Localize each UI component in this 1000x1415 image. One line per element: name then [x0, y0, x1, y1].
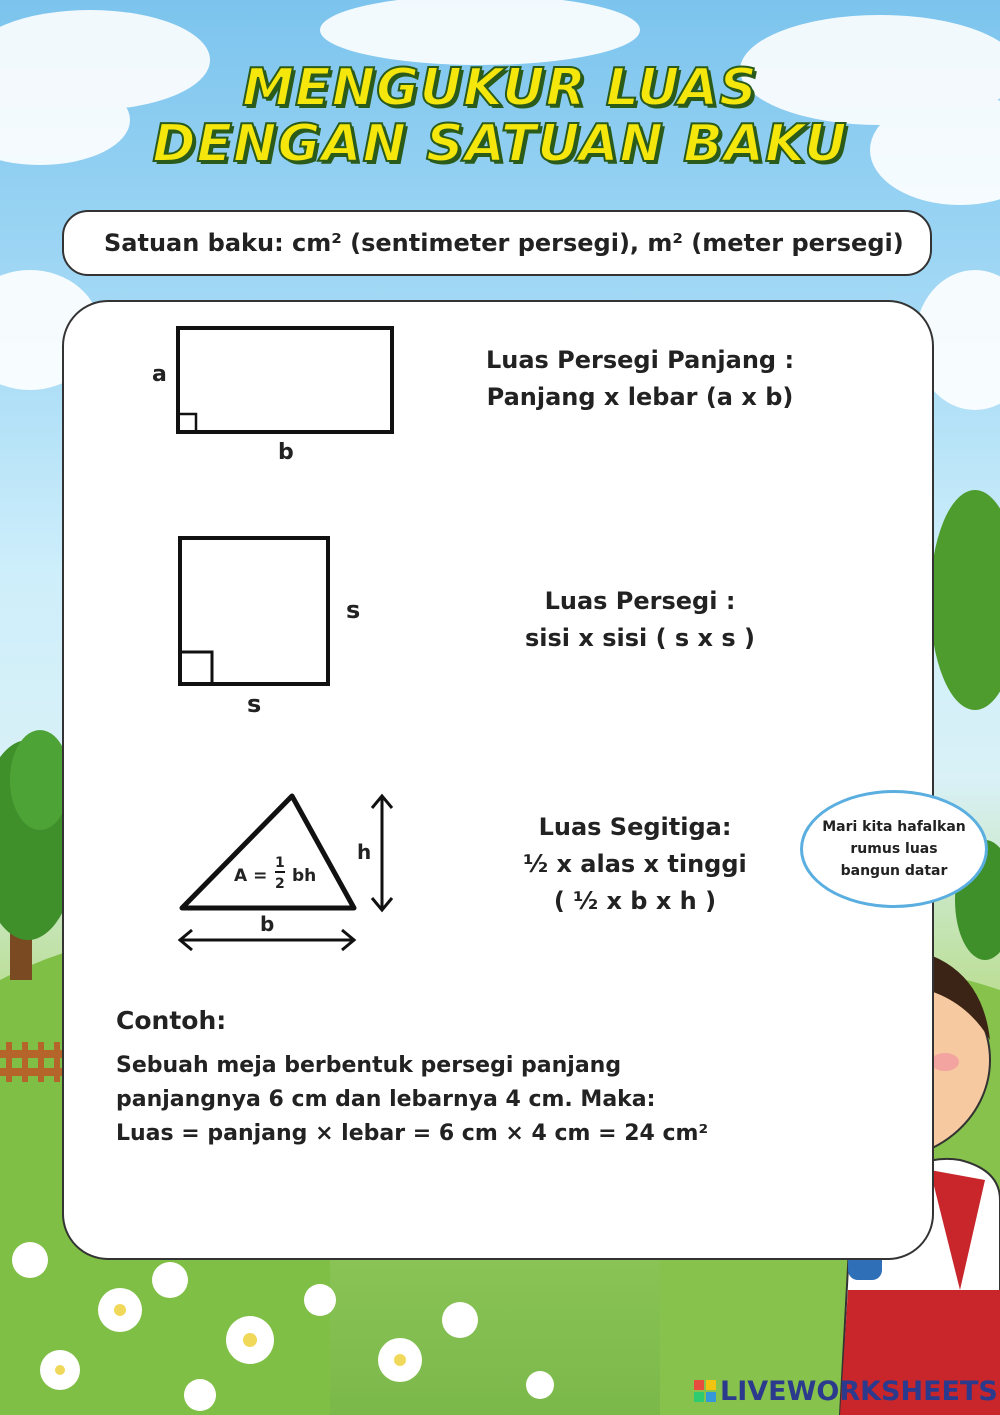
triangle-fraction-numerator: 1 [275, 855, 285, 871]
triangle-formula [500, 809, 770, 920]
example-line-3: Luas = panjang × lebar = 6 cm × 4 cm = 24 cm² [116, 1121, 709, 1146]
title-line-2: DENGAN SATUAN BAKU [152, 114, 848, 174]
triangle-inner-formula-suffix: bh [292, 866, 317, 886]
liveworksheets-logo-icon [694, 1380, 716, 1402]
square-figure [174, 530, 336, 692]
example-section [116, 1006, 736, 1151]
triangle-height-label: h [357, 840, 372, 864]
triangle-formula-title: Luas Segitiga: [538, 813, 732, 841]
rectangle-formula-title: Luas Persegi Panjang : [485, 346, 795, 374]
square-label-right: s [346, 596, 361, 624]
square-label-bottom: s [247, 690, 262, 718]
example-line-1: Sebuah meja berbentuk persegi panjang [116, 1053, 622, 1078]
square-formula [510, 583, 770, 657]
rectangle-label-a: a [152, 362, 167, 387]
triangle-fraction-denominator: 2 [275, 876, 285, 892]
square-formula-title: Luas Persegi : [544, 587, 736, 615]
triangle-formula-short: ( ½ x b x h ) [553, 887, 717, 915]
speech-bubble [800, 790, 988, 908]
triangle-base-label: b [260, 912, 275, 936]
standard-unit-text: Satuan baku: cm² (sentimeter persegi), m² (meter persegi) [104, 229, 904, 257]
standard-unit-box [62, 210, 932, 276]
liveworksheets-watermark: LIVEWORKSHEETS [720, 1376, 998, 1407]
rectangle-label-b: b [278, 440, 294, 465]
title-line-1: MENGUKUR LUAS [242, 58, 758, 118]
rectangle-formula-text: Panjang x lebar (a x b) [486, 383, 794, 411]
rectangle-formula [470, 342, 810, 416]
example-line-2: panjangnya 6 cm dan lebarnya 4 cm. Maka: [116, 1087, 656, 1112]
triangle-inner-formula-prefix: A = [234, 866, 268, 886]
speech-bubble-text: Mari kita hafalkan rumus luas bangun datar [822, 819, 966, 879]
example-heading: Contoh: [116, 1006, 227, 1035]
square-formula-text: sisi x sisi ( s x s ) [524, 624, 755, 652]
rectangle-figure [170, 320, 400, 440]
triangle-formula-text: ½ x alas x tinggi [523, 850, 747, 878]
triangle-figure [172, 790, 402, 960]
